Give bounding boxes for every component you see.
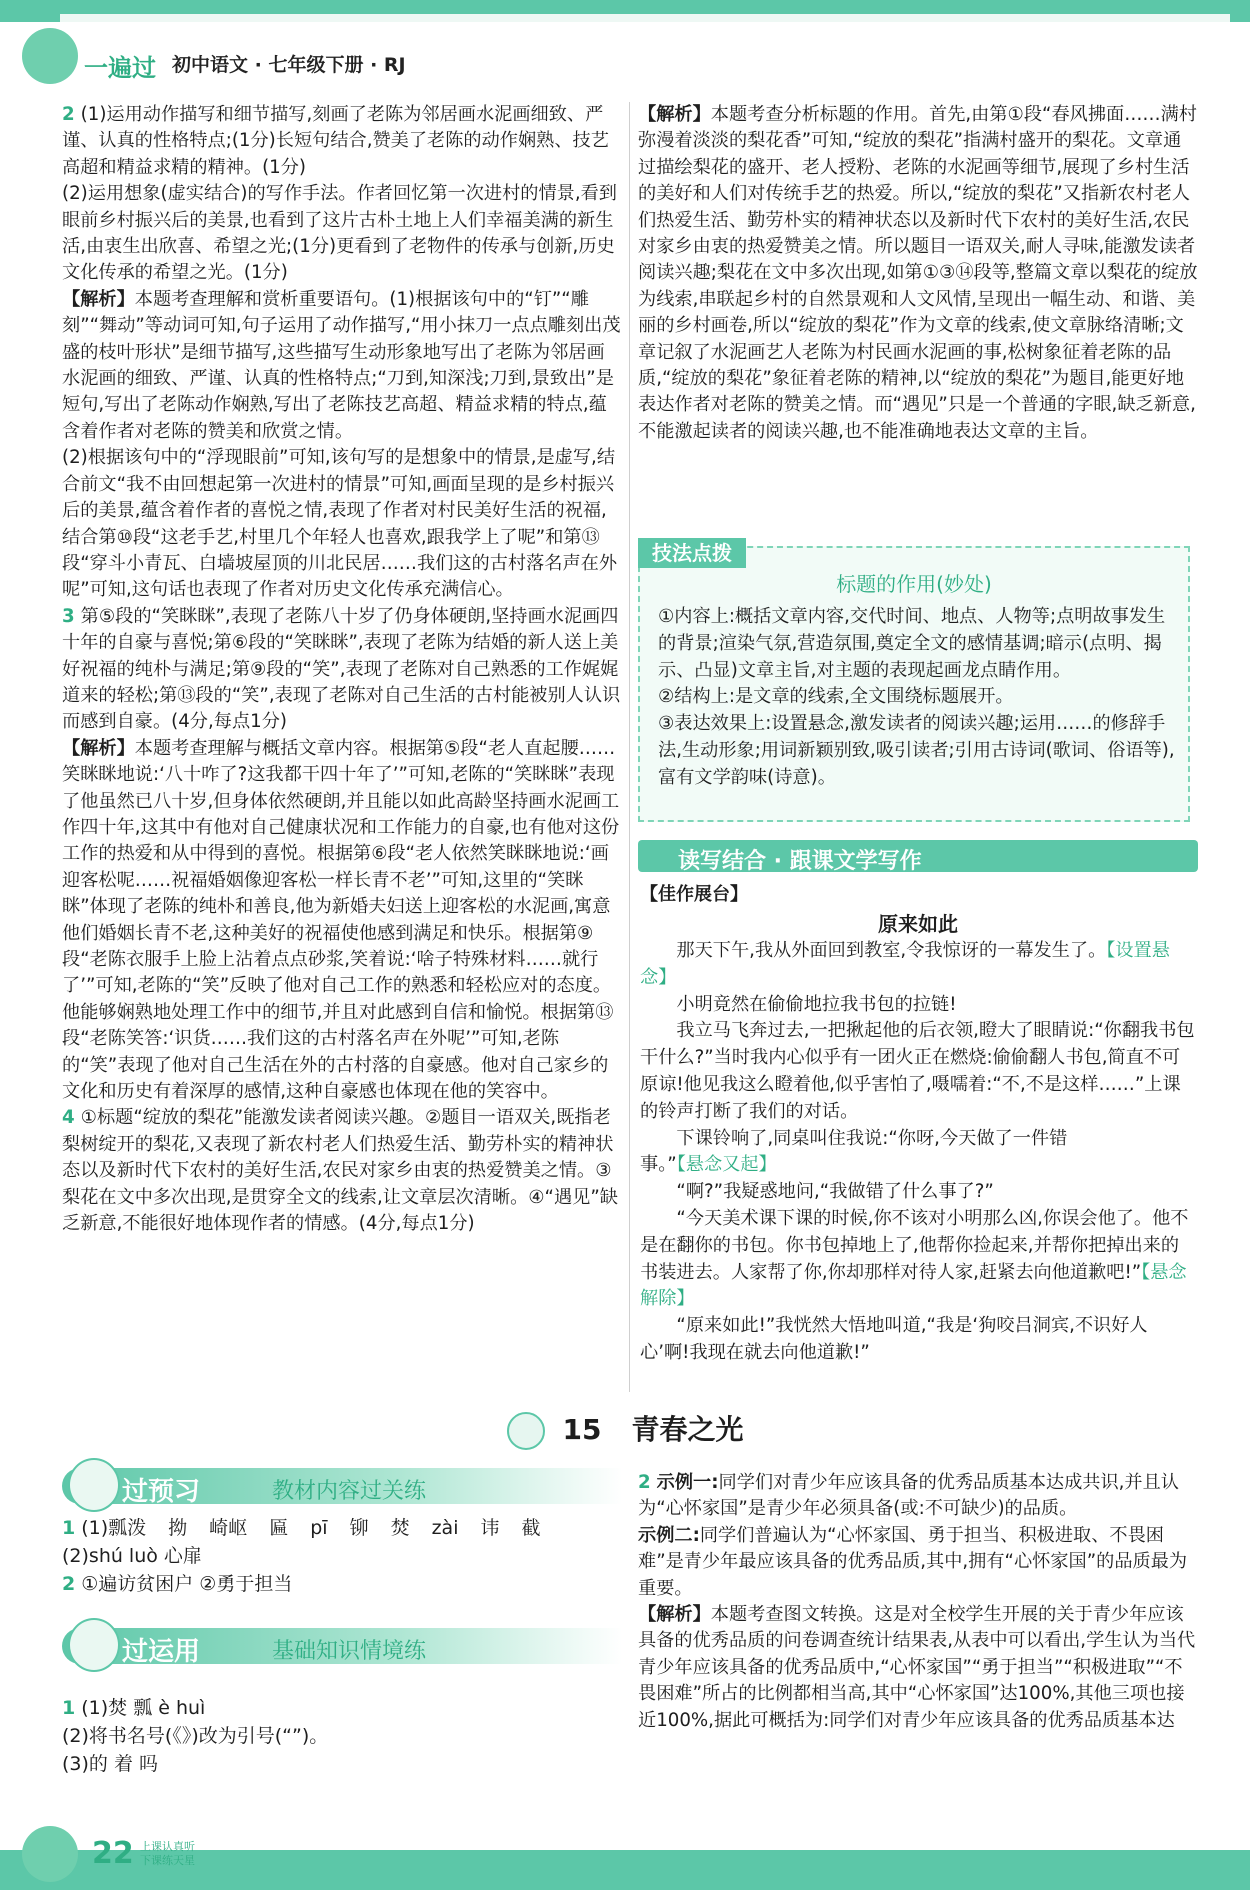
tips-body [658, 604, 1178, 792]
mascot-logo-icon [22, 28, 78, 84]
mascot-icon [68, 1458, 120, 1512]
answer-text: 第⑤段的“笑眯眯”,表现了老陈八十岁了仍身体硬朗,坚持画水泥画四十年的自豪与喜悦;第⑥段的“笑眯眯”,表现了老陈为结婚的新人送上美好祝福的纯朴与满足;第⑨段的“笑”,表现了老陈对自己熟悉的工作娓娓道来的轻松;第⑬段的“笑”,表现了老陈对自己生活的古村能被别人认识而感到自豪。(4分,每点1分) [62, 605, 621, 733]
answer-paragraph [62, 287, 622, 445]
essay-paragraph [640, 1018, 1196, 1125]
preview-band-subtitle: 教材内容过关练 [272, 1479, 427, 1504]
right-column [638, 102, 1198, 445]
tips-item: ①内容上:概括文章内容,交代时间、地点、人物等;点明故事发生的背景;渲染气氛,营造氛围,奠定全文的感情基调;暗示(点明、揭示、凸显)文章主旨,对主题的表现起画龙点睛作用。 [658, 606, 1166, 681]
essay-label: 【佳作展台】 [640, 884, 748, 905]
tips-heading: 标题的作用(妙处) [836, 572, 992, 596]
answer-word: 拗 [168, 1517, 188, 1539]
answer-word: 截 [521, 1517, 541, 1539]
apply-q1-text: (1)焚 瓢 è huì [81, 1697, 206, 1719]
brand-name: 一遍过 [84, 54, 156, 82]
answer-text: 同学们对青少年应该具备的优秀品质基本达成共识,并且认为“心怀家国”是青少年必须具备(或:不可缺少)的品质。 [638, 1472, 1179, 1520]
essay-paragraph [640, 1206, 1196, 1313]
essay-paragraph [640, 1179, 1196, 1206]
answer-text: 本题考查图文转换。这是对全校学生开展的关于青少年应该具备的优秀品质的问卷调查统计结果表,从表中可以看出,学生认为当代青少年应该具备的优秀品质中,“心怀家国”“勇于担当”“积极进取”“不畏困难”所占的比例都相当高,其中“心怀家国”达100%,其他三项也接近100%,据此可概括为:同学们对青少年应该具备的优秀品质基本达 [638, 1604, 1196, 1731]
apply-q1-line2: (2)将书名号(《》)改为引号(“”)。 [62, 1725, 329, 1747]
book-info: 初中语文 · 七年级下册 · RJ [172, 54, 406, 76]
apply-band [62, 1628, 622, 1667]
answer-tag: 示例二: [638, 1524, 700, 1546]
tips-item: ②结构上:是文章的线索,全文围绕标题展开。 [658, 686, 1014, 708]
apply-band-title: 过运用 [122, 1637, 201, 1667]
essay-annotation: 【设置悬念】 [640, 940, 1170, 988]
tips-title: 技法点拨 [638, 538, 746, 568]
essay-title: 原来如此 [878, 912, 958, 936]
essay-text: 下课铃响了,同桌叫住我说:“你呀,今天做了一件错事。” [640, 1127, 1068, 1176]
slogan-line-1: 上课认真听 [140, 1840, 195, 1853]
question-number: 1 [62, 1517, 76, 1539]
essay-paragraph [640, 938, 1196, 992]
footer-slogan [140, 1840, 195, 1868]
right-bottom-answers [638, 1470, 1198, 1734]
essay-text: 那天下午,我从外面回到教室,令我惊讶的一幕发生了。 [676, 940, 1107, 961]
essay-annotation: 【悬念解除】 [640, 1261, 1187, 1310]
answer-text: 本题考查理解和赏析重要语句。(1)根据该句中的“钉”“雕刻”“舞动”等动词可知,句子运用了动作描写,“用小抹刀一点点雕刻出茂盛的枝叶形状”是细节描写,这些描写生动形象地写出了老陈为邻居画水泥画的细致、严谨、认真的性格特点;“刀到,知深浅;刀到,景致出”是短句,写出了老陈动作娴熟,写出了老陈技艺高超、精益求精的特点,蕴含着作者对老陈的赞美和欣赏之情。 [62, 288, 621, 442]
question-number: 1 [62, 1697, 76, 1719]
answer-paragraph [62, 604, 622, 736]
essay-text: “原来如此!”我恍然大悟地叫道,“我是‘狗咬吕洞宾,不识好人心’啊!我现在就去向他道歉!” [640, 1315, 1148, 1363]
essay-body [640, 938, 1196, 1367]
answer-paragraph [62, 1105, 622, 1237]
apply-q1-line1 [62, 1694, 622, 1722]
answer-text: 本题考查理解与概括文章内容。根据第⑤段“老人直起腰……笑眯眯地说:‘八十咋了?这我都干四十年了’”可知,老陈的“笑眯眯”表现了他虽然已八十岁,但身体依然硬朗,并且能以如此高龄坚持画水泥画工作四十年,这其中有他对自己健康状况和工作能力的自豪,也有他对这份工作的热爱和从中得到的喜悦。根据第⑥段“老人依然笑眯眯地说:‘画迎客松呢……祝福婚姻像迎客松一样长青不老’”可知,这里的“笑眯眯”体现了老陈的纯朴和善良,他为新婚夫妇送上迎客松的水泥画,寓意他们婚姻长青不老,这种美好的祝福使他感到满足和快乐。根据第⑨段“老陈衣服手上脸上沾着点点砂浆,笑着说:‘啥子特殊材料……就行了’”可知,老陈的“笑”反映了他对自己工作的熟悉和轻松应对的态度。他能够娴熟地处理工作中的细节,并且对此感到自信和愉悦。根据第⑬段“老陈笑答:‘识货……我们这的古村落名声在外呢’”可知,老陈的“笑”表现了他对自己生活在外的古村落的自豪感。他对自己家乡的文化和历史有着深厚的感情,这种自豪感也体现在他的笑容中。 [62, 737, 620, 1103]
page-number: 22 [92, 1836, 134, 1871]
answer-text: (2)根据该句中的“浮现眼前”可知,该句写的是想象中的情景,是虚写,结合前文“我不由回想起第一次进村的情景”可知,画面呈现的是乡村振兴后的美景,蕴含着作者的喜悦之情,表现了作者对村民美好生活的祝福,结合第⑩段“这老手艺,村里几个年轻人也喜欢,跟我学上了呢”和第⑬段“穿斗小青瓦、白墙坡屋顶的川北民居……我们这的古村落名声在外呢”可知,这句话也表现了作者对历史文化传承充满信心。 [62, 447, 618, 601]
essay-text: “今天美术课下课的时候,你不该对小明那么凶,你误会他了。他不是在翻你的书包。你书包掉地上了,他帮你捡起来,并帮你把掉出来的书装进去。人家帮了你,你却那样对待人家,赶紧去向他道歉吧!” [640, 1207, 1189, 1283]
essay-paragraph [640, 1126, 1196, 1180]
answer-tag: 【解析】 [638, 104, 711, 125]
question-number: 2 [62, 104, 75, 125]
question-number: 3 [62, 605, 75, 627]
answer-word: pī [310, 1517, 328, 1539]
essay-paragraph [640, 992, 1196, 1019]
tips-box [638, 546, 1190, 822]
answer-paragraph [638, 1602, 1198, 1734]
answer-word: 铆 [349, 1517, 369, 1539]
writing-band-title: 读写结合 · 跟课文学写作 [678, 849, 922, 874]
lesson-title: 青春之光 [631, 1413, 744, 1446]
answer-word: 讳 [480, 1517, 500, 1539]
question-number: 2 [62, 1573, 76, 1595]
preview-band [62, 1468, 622, 1507]
answer-tag: 示例一: [656, 1472, 719, 1493]
answer-paragraph [62, 102, 622, 181]
apply-exercises [62, 1694, 622, 1778]
preview-q1-line2: (2)shú luò 心扉 [62, 1545, 202, 1567]
answer-paragraph [62, 445, 622, 603]
preview-q2-text: ①遍访贫困户 ②勇于担当 [81, 1573, 293, 1595]
answer-tag: 【解析】 [62, 737, 135, 759]
answer-text: ①标题“绽放的梨花”能激发读者阅读兴趣。②题目一语双关,既指老梨树绽开的梨花,又表现了新农村老人们热爱生活、勤劳朴实的精神状态以及新时代下农村的美好生活,农民对家乡由衷的热爱赞美之情。③梨花在文中多次出现,是贯穿全文的线索,让文章层次清晰。④“遇见”缺乏新意,不能很好地体现作者的情感。(4分,每点1分) [62, 1107, 618, 1235]
essay-text: “啊?”我疑惑地问,“我做错了什么事了?” [676, 1181, 994, 1203]
answer-paragraph [62, 736, 622, 1106]
top-bar [0, 0, 1250, 22]
essay-paragraph [640, 1313, 1196, 1367]
lesson-heading [0, 1408, 1250, 1450]
answer-tag: 【解析】 [62, 288, 135, 310]
question-number: 4 [62, 1107, 75, 1129]
answer-paragraph [638, 1523, 1198, 1602]
answer-word: 匾 [269, 1517, 289, 1539]
preview-q2 [62, 1570, 622, 1598]
slogan-line-2: 下课练天星 [140, 1854, 195, 1867]
answer-text: (1)运用动作描写和细节描写,刻画了老陈为邻居画水泥画细致、严谨、认真的性格特点;(1分)长短句结合,赞美了老陈的动作娴熟、技艺高超和精益求精的精神。(1分) [62, 104, 609, 178]
apply-q1-line3: (3)的 着 吗 [62, 1753, 158, 1775]
preview-q1-line1 [62, 1514, 622, 1542]
answer-paragraph [638, 102, 1198, 445]
answer-word: (1)瓢泼 [81, 1517, 147, 1539]
answer-paragraph [638, 1470, 1198, 1523]
writing-band [638, 840, 1198, 872]
left-column [62, 102, 622, 1237]
lesson-badge-icon [507, 1412, 545, 1450]
mascot-footer-icon [22, 1826, 78, 1882]
apply-band-subtitle: 基础知识情境练 [272, 1639, 427, 1664]
essay-text: 我立马飞奔过去,一把揪起他的后衣领,瞪大了眼睛说:“你翻我书包干什么?”当时我内心似乎有一团火正在燃烧:偷偷翻人书包,简直不可原谅!他见我这么瞪着他,似乎害怕了,嗫嚅着:“不,不是这样……”上课的铃声打断了我们的对话。 [640, 1020, 1195, 1122]
preview-exercises [62, 1514, 622, 1598]
lesson-number: 15 [562, 1413, 602, 1446]
answer-word: zài [431, 1517, 459, 1539]
answer-text: 本题考查分析标题的作用。首先,由第①段“春风拂面……满村弥漫着淡淡的梨花香”可知,“绽放的梨花”指满村盛开的梨花。文章通过描绘梨花的盛开、老人授粉、老陈的水泥画等细节,展现了乡村生活的美好和人们对传统手艺的热爱。所以,“绽放的梨花”又指新农村老人们热爱生活、勤劳朴实的精神状态以及新时代下农村的美好生活,农民对家乡由衷的热爱赞美之情。所以题目一语双关,耐人寻味,能激发读者阅读兴趣;梨花在文中多次出现,如第①③⑭段等,整篇文章以梨花的绽放为线索,串联起乡村的自然景观和人文风情,呈现出一幅生动、和谐、美丽的乡村画卷,所以“绽放的梨花”作为文章的线索,使文章脉络清晰;文章记叙了水泥画艺人老陈为村民画水泥画的事,松树象征着老陈的品质,“绽放的梨花”象征着老陈的精神,以“绽放的梨花”为题目,能更好地表达作者对老陈的赞美之情。而“遇见”只是一个普通的字眼,缺乏新意,不能激起读者的阅读兴趣,也不能准确地表达文章的主旨。 [638, 104, 1198, 442]
answer-paragraph [62, 181, 622, 287]
preview-band-title: 过预习 [122, 1477, 201, 1507]
essay-text: 小明竟然在偷偷地拉我书包的拉链! [676, 993, 957, 1015]
essay-annotation: 【悬念又起】 [676, 1154, 777, 1176]
question-number: 2 [638, 1472, 651, 1493]
mascot-icon [68, 1618, 120, 1672]
answer-word: 崎岖 [209, 1517, 248, 1539]
answer-word: 焚 [390, 1517, 410, 1539]
answer-tag: 【解析】 [638, 1604, 711, 1626]
answer-text: (2)运用想象(虚实结合)的写作手法。作者回忆第一次进村的情景,看到眼前乡村振兴后的美景,也看到了这片古朴土地上人们幸福美满的新生活,由衷生出欣喜、希望之光;(1分)更看到了老物件的传承与创新,历史文化传承的希望之光。(1分) [62, 183, 617, 284]
top-bar-pattern [60, 14, 1230, 22]
column-divider [629, 102, 630, 1392]
tips-item: ③表达效果上:设置悬念,激发读者的阅读兴趣;运用……的修辞手法,生动形象;用词新颖别致,吸引读者;引用古诗词(歌词、俗语等),富有文学韵味(诗意)。 [658, 713, 1175, 788]
answer-text: 同学们普遍认为“心怀家国、勇于担当、积极进取、不畏困难”是青少年最应该具备的优秀品质,其中,拥有“心怀家国”的品质最为重要。 [638, 1524, 1188, 1599]
